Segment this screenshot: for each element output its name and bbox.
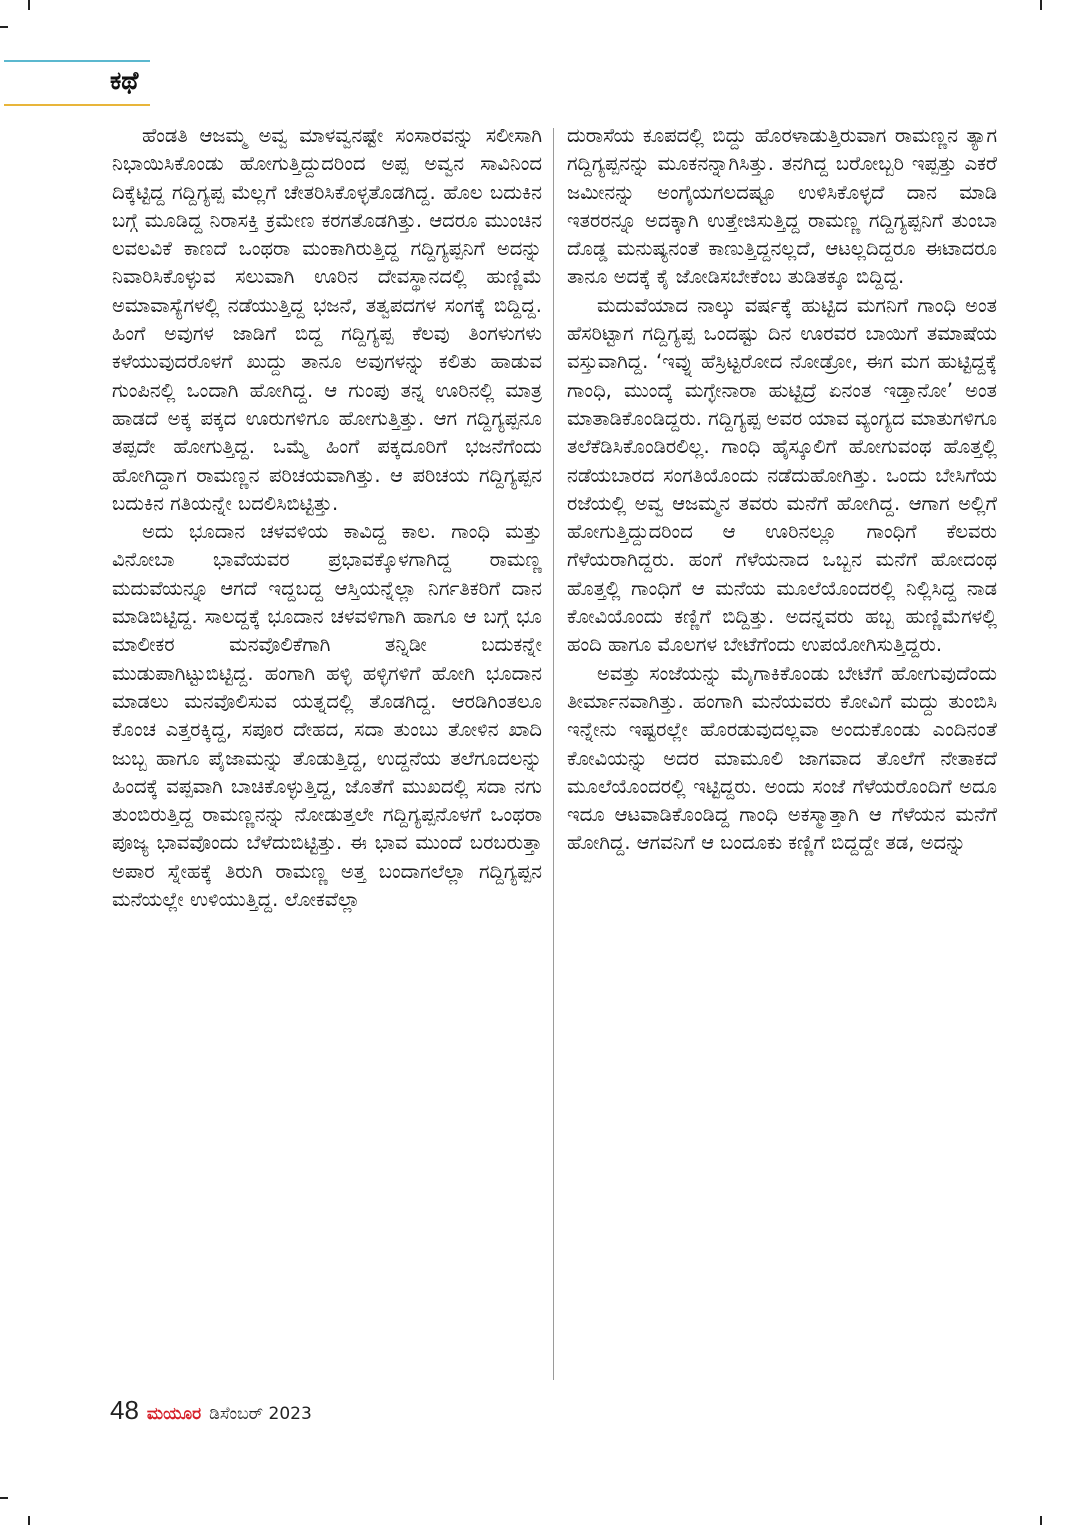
crop-mark-top-right: [1040, 0, 1042, 10]
crop-mark-left-upper: [0, 26, 8, 28]
crop-mark-bottom-left: [28, 1516, 30, 1525]
right-column: [567, 122, 997, 858]
issue-date: ಡಿಸೆಂಬರ್ 2023: [209, 1404, 312, 1424]
crop-mark-top-left: [28, 0, 30, 10]
paragraph: ಅದು ಭೂದಾನ ಚಳವಳಿಯ ಕಾವಿದ್ದ ಕಾಲ. ಗಾಂಧಿ ಮತ್ತು ವಿನೋಬಾ ಭಾವೆಯವರ ಪ್ರಭಾವಕ್ಕೊಳಗಾಗಿದ್ದ ರಾಮಣ್ಣ ಮದುವೆಯನ್ನೂ ಆಗದೆ ಇದ್ದಬದ್ದ ಆಸ್ತಿಯನ್ನೆಲ್ಲಾ ನಿರ್ಗತಿಕರಿಗೆ ದಾನ ಮಾಡಿಬಿಟ್ಟಿದ್ದ. ಸಾಲದ್ದಕ್ಕೆ ಭೂದಾನ ಚಳವಳಿಗಾಗಿ ಹಾಗೂ ಆ ಬಗ್ಗೆ ಭೂ ಮಾಲೀಕರ ಮನವೊಲಿಕೆಗಾಗಿ ತನ್ನಿಡೀ ಬದುಕನ್ನೇ ಮುಡುಪಾಗಿಟ್ಟುಬಿಟ್ಟಿದ್ದ. ಹಂಗಾಗಿ ಹಳ್ಳಿ ಹಳ್ಳಿಗಳಿಗೆ ಹೋಗಿ ಭೂದಾನ ಮಾಡಲು ಮನವೊಲಿಸುವ ಯತ್ನದಲ್ಲಿ ತೊಡಗಿದ್ದ. ಆರಡಿಗಿಂತಲೂ ಕೊಂಚ ಎತ್ತರಕ್ಕಿದ್ದ, ಸಪೂರ ದೇಹದ, ಸದಾ ತುಂಬು ತೋಳಿನ ಖಾದಿ ಜುಬ್ಬ ಹಾಗೂ ಪೈಜಾಮನ್ನು ತೊಡುತ್ತಿದ್ದ, ಉದ್ದನೆಯ ತಲೆಗೂದಲನ್ನು ಹಿಂದಕ್ಕೆ ವಪ್ಪವಾಗಿ ಬಾಚಿಕೊಳ್ಳುತ್ತಿದ್ದ, ಜೊತೆಗೆ ಮುಖದಲ್ಲಿ ಸದಾ ನಗು ತುಂಬಿರುತ್ತಿದ್ದ ರಾಮಣ್ಣನನ್ನು ನೋಡುತ್ತಲೇ ಗದ್ದಿಗ್ಯಪ್ಪನೊಳಗೆ ಒಂಥರಾ ಪೂಜ್ಯ ಭಾವವೊಂದು ಬೆಳೆದುಬಿಟ್ಟಿತ್ತು. ಈ ಭಾವ ಮುಂದೆ ಬರಬರುತ್ತಾ ಅಪಾರ ಸ್ನೇಹಕ್ಕೆ ತಿರುಗಿ ರಾಮಣ್ಣ ಅತ್ತ ಬಂದಾಗಲೆಲ್ಲಾ ಗದ್ದಿಗ್ಯಪ್ಪನ ಮನೆಯಲ್ಲೇ ಉಳಿಯುತ್ತಿದ್ದ. ಲೋಕವೆಲ್ಲಾ: [112, 520, 542, 912]
section-rule-top: [4, 60, 150, 62]
page-footer: [110, 1395, 312, 1426]
column-divider: [553, 128, 554, 1380]
crop-mark-bottom-right: [1040, 1516, 1042, 1525]
page-number: 48: [110, 1395, 139, 1425]
paragraph: ದುರಾಸೆಯ ಕೂಪದಲ್ಲಿ ಬಿದ್ದು ಹೊರಳಾಡುತ್ತಿರುವಾಗ ರಾಮಣ್ಣನ ತ್ಯಾಗ ಗದ್ದಿಗ್ಯಪ್ಪನನ್ನು ಮೂಕನನ್ನಾಗಿಸಿತ್ತು. ತನಗಿದ್ದ ಬರೋಬ್ಬರಿ ಇಪ್ಪತ್ತು ಎಕರೆ ಜಮೀನನ್ನು ಅಂಗೈಯಗಲದಷ್ಟೂ ಉಳಿಸಿಕೊಳ್ಳದೆ ದಾನ ಮಾಡಿ ಇತರರನ್ನೂ ಅದಕ್ಕಾಗಿ ಉತ್ತೇಜಿಸುತ್ತಿದ್ದ ರಾಮಣ್ಣ ಗದ್ದಿಗ್ಯಪ್ಪನಿಗೆ ತುಂಬಾ ದೊಡ್ಡ ಮನುಷ್ಯನಂತೆ ಕಾಣುತ್ತಿದ್ದನಲ್ಲದೆ, ಆಟಲ್ಲದಿದ್ದರೂ ಈಟಾದರೂ ತಾನೂ ಅದಕ್ಕೆ ಕೈ ಜೋಡಿಸಬೇಕೆಂಬ ತುಡಿತಕ್ಕೂ ಬಿದ್ದಿದ್ದ.: [567, 124, 997, 289]
section-title: ಕಥೆ: [110, 66, 139, 95]
paragraph: ಹೆಂಡತಿ ಆಜಮ್ಮ ಅವ್ವ ಮಾಳವ್ವನಷ್ಟೇ ಸಂಸಾರವನ್ನು ಸಲೀಸಾಗಿ ನಿಭಾಯಿಸಿಕೊಂಡು ಹೋಗುತ್ತಿದ್ದುದರಿಂದ ಅಪ್ಪ ಅವ್ವನ ಸಾವಿನಿಂದ ದಿಕ್ಕೆಟ್ಟಿದ್ದ ಗದ್ದಿಗ್ಯಪ್ಪ ಮೆಲ್ಲಗೆ ಚೇತರಿಸಿಕೊಳ್ಳತೊಡಗಿದ್ದ. ಹೊಲ ಬದುಕಿನ ಬಗ್ಗೆ ಮೂಡಿದ್ದ ನಿರಾಸಕ್ತಿ ಕ್ರಮೇಣ ಕರಗತೊಡಗಿತ್ತು. ಆದರೂ ಮುಂಚಿನ ಲವಲವಿಕೆ ಕಾಣದೆ ಒಂಥರಾ ಮಂಕಾಗಿರುತ್ತಿದ್ದ ಗದ್ದಿಗ್ಯಪ್ಪನಿಗೆ ಅದನ್ನು ನಿವಾರಿಸಿಕೊಳ್ಳುವ ಸಲುವಾಗಿ ಊರಿನ ದೇವಸ್ಥಾನದಲ್ಲಿ ಹುಣ್ಣಿಮೆ ಅಮಾವಾಸ್ಯೆಗಳಲ್ಲಿ ನಡೆಯುತ್ತಿದ್ದ ಭಜನೆ, ತತ್ವಪದಗಳ ಸಂಗಕ್ಕೆ ಬಿದ್ದಿದ್ದ. ಹಿಂಗೆ ಅವುಗಳ ಜಾಡಿಗೆ ಬಿದ್ದ ಗದ್ದಿಗ್ಯಪ್ಪ ಕೆಲವು ತಿಂಗಳುಗಳು ಕಳೆಯುವುದರೊಳಗೆ ಖುದ್ದು ತಾನೂ ಅವುಗಳನ್ನು ಕಲಿತು ಹಾಡುವ ಗುಂಪಿನಲ್ಲಿ ಒಂದಾಗಿ ಹೋಗಿದ್ದ. ಆ ಗುಂಪು ತನ್ನ ಊರಿನಲ್ಲಿ ಮಾತ್ರ ಹಾಡದೆ ಅಕ್ಕ ಪಕ್ಕದ ಊರುಗಳಿಗೂ ಹೋಗುತ್ತಿತ್ತು. ಆಗ ಗದ್ದಿಗ್ಯಪ್ಪನೂ ತಪ್ಪದೇ ಹೋಗುತ್ತಿದ್ದ. ಒಮ್ಮೆ ಹಿಂಗೆ ಪಕ್ಕದೂರಿಗೆ ಭಜನೆಗೆಂದು ಹೋಗಿದ್ದಾಗ ರಾಮಣ್ಣನ ಪರಿಚಯವಾಗಿತ್ತು. ಆ ಪರಿಚಯ ಗದ್ದಿಗ್ಯಪ್ಪನ ಬದುಕಿನ ಗತಿಯನ್ನೇ ಬದಲಿಸಿಬಿಟ್ಟಿತ್ತು.: [112, 124, 542, 515]
section-rule-bottom: [4, 104, 150, 106]
paragraph: ಮದುವೆಯಾದ ನಾಲ್ಕು ವರ್ಷಕ್ಕೆ ಹುಟ್ಟಿದ ಮಗನಿಗೆ ಗಾಂಧಿ ಅಂತ ಹೆಸರಿಟ್ಟಾಗ ಗದ್ದಿಗ್ಯಪ್ಪ ಒಂದಷ್ಟು ದಿನ ಊರವರ ಬಾಯಿಗೆ ತಮಾಷೆಯ ವಸ್ತುವಾಗಿದ್ದ. ‘ಇವ್ನು ಹೆಸ್ರಿಟ್ಟರೋದ ನೋಡ್ರೋ, ಈಗ ಮಗ ಹುಟ್ಟಿದ್ದಕ್ಕೆ ಗಾಂಧಿ, ಮುಂದ್ಕೆ ಮಗ್ಳೇನಾರಾ ಹುಟ್ಟಿದ್ರೆ ಏನಂತ ಇಡ್ತಾನೋ’ ಅಂತ ಮಾತಾಡಿಕೊಂಡಿದ್ದರು. ಗದ್ದಿಗ್ಯಪ್ಪ ಅವರ ಯಾವ ವ್ಯಂಗ್ಯದ ಮಾತುಗಳಿಗೂ ತಲೆಕೆಡಿಸಿಕೊಂಡಿರಲಿಲ್ಲ. ಗಾಂಧಿ ಹೈಸ್ಕೂಲಿಗೆ ಹೋಗುವಂಥ ಹೊತ್ತಲ್ಲಿ ನಡೆಯಬಾರದ ಸಂಗತಿಯೊಂದು ನಡೆದುಹೋಗಿತ್ತು. ಒಂದು ಬೇಸಿಗೆಯ ರಜೆಯಲ್ಲಿ ಅವ್ವ ಆಜಮ್ಮನ ತವರು ಮನೆಗೆ ಹೋಗಿದ್ದ. ಆಗಾಗ ಅಲ್ಲಿಗೆ ಹೋಗುತ್ತಿದ್ದುದರಿಂದ ಆ ಊರಿನಲ್ಲೂ ಗಾಂಧಿಗೆ ಕೆಲವರು ಗೆಳೆಯರಾಗಿದ್ದರು. ಹಂಗೆ ಗೆಳೆಯನಾದ ಒಬ್ಬನ ಮನೆಗೆ ಹೋದಂಥ ಹೊತ್ತಲ್ಲಿ ಗಾಂಧಿಗೆ ಆ ಮನೆಯ ಮೂಲೆಯೊಂದರಲ್ಲಿ ನಿಲ್ಲಿಸಿದ್ದ ನಾಡ ಕೋವಿಯೊಂದು ಕಣ್ಣಿಗೆ ಬಿದ್ದಿತ್ತು. ಅದನ್ನವರು ಹಬ್ಬ ಹುಣ್ಣಿಮೆಗಳಲ್ಲಿ ಹಂದಿ ಹಾಗೂ ಮೊಲಗಳ ಬೇಟೆಗೆಂದು ಉಪಯೋಗಿಸುತ್ತಿದ್ದರು.: [567, 293, 997, 657]
crop-mark-left-lower: [0, 1497, 8, 1499]
left-column: [112, 122, 542, 914]
paragraph: ಅವತ್ತು ಸಂಜೆಯನ್ನು ಮೈಗಾಕಿಕೊಂಡು ಬೇಟೆಗೆ ಹೋಗುವುದೆಂದು ತೀರ್ಮಾನವಾಗಿತ್ತು. ಹಂಗಾಗಿ ಮನೆಯವರು ಕೋವಿಗೆ ಮದ್ದು ತುಂಬಿಸಿ ಇನ್ನೇನು ಇಷ್ಟರಲ್ಲೇ ಹೊರಡುವುದಲ್ಲವಾ ಅಂದುಕೊಂಡು ಎಂದಿನಂತೆ ಕೋವಿಯನ್ನು ಅದರ ಮಾಮೂಲಿ ಜಾಗವಾದ ತೊಲೆಗೆ ನೇತಾಕದೆ ಮೂಲೆಯೊಂದರಲ್ಲಿ ಇಟ್ಟಿದ್ದರು. ಅಂದು ಸಂಜೆ ಗೆಳೆಯರೊಂದಿಗೆ ಅದೂ ಇದೂ ಆಟವಾಡಿಕೊಂಡಿದ್ದ ಗಾಂಧಿ ಅಕಸ್ಮಾತ್ತಾಗಿ ಆ ಗೆಳೆಯನ ಮನೆಗೆ ಹೋಗಿದ್ದ. ಆಗವನಿಗೆ ಆ ಬಂದೂಕು ಕಣ್ಣಿಗೆ ಬಿದ್ದದ್ದೇ ತಡ, ಅದನ್ನು: [567, 661, 997, 855]
magazine-name: ಮಯೂರ: [146, 1404, 202, 1424]
